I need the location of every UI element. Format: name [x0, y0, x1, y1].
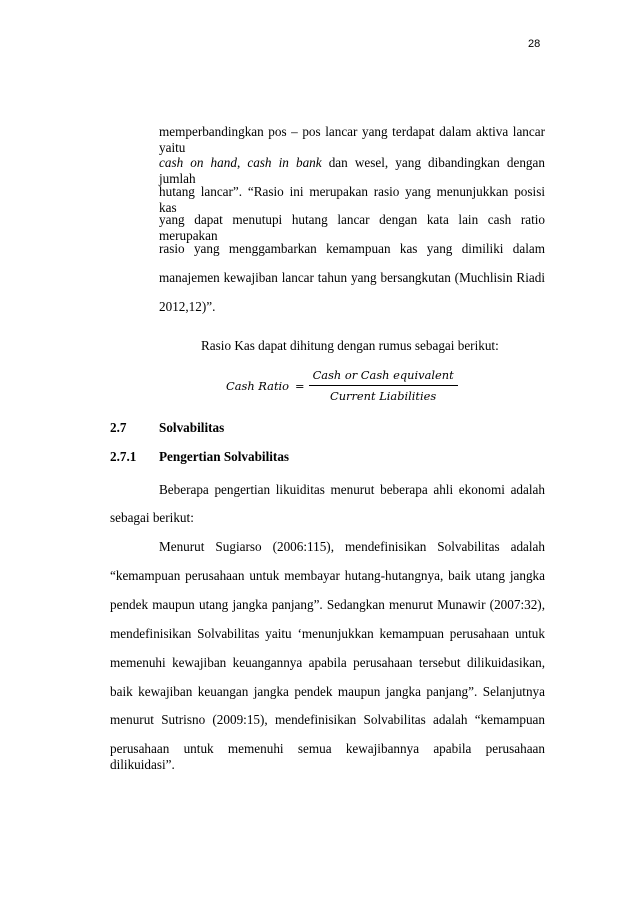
- formula-numerator: Cash or Cash equivalent: [312, 368, 454, 382]
- paragraph-line: hutang lancar”. “Rasio ini merupakan rasio yang menunjukkan posisi kas: [159, 184, 545, 215]
- paragraph-line: Menurut Sugiarso (2006:115), mendefinisikan Solvabilitas adalah: [159, 539, 545, 554]
- paragraph-line: memenuhi kewajiban keuangannya apabila perusahaan tersebut dilikuidasikan,: [110, 655, 545, 670]
- cash-ratio-formula: [226, 368, 456, 403]
- paragraph-line: yang dapat menutupi hutang lancar dengan kata lain cash ratio merupakan: [159, 212, 545, 243]
- section-title: Solvabilitas: [159, 420, 225, 435]
- formula-equals: =: [295, 378, 305, 393]
- paragraph-line: manajemen kewajiban lancar tahun yang bersangkutan (Muchlisin Riadi: [159, 270, 545, 285]
- formula-intro: Rasio Kas dapat dihitung dengan rumus sebagai berikut:: [201, 338, 499, 353]
- paragraph-line: memperbandingkan pos – pos lancar yang terdapat dalam aktiva lancar yaitu: [159, 124, 545, 155]
- page-number: 28: [528, 38, 541, 50]
- paragraph-line: pendek maupun utang jangka panjang”. Sedangkan menurut Munawir (2007:32),: [110, 597, 545, 612]
- subsection-title: Pengertian Solvabilitas: [159, 449, 290, 464]
- formula-lhs: Cash Ratio: [226, 378, 290, 393]
- paragraph-line: rasio yang menggambarkan kemampuan kas yang dimiliki dalam: [159, 241, 545, 256]
- paragraph-line: “kemampuan perusahaan untuk membayar hutang-hutangnya, baik utang jangka: [110, 568, 545, 583]
- paragraph-line: Beberapa pengertian likuiditas menurut beberapa ahli ekonomi adalah: [159, 482, 545, 497]
- subsection-number: 2.7.1: [110, 449, 137, 464]
- section-number: 2.7: [110, 420, 127, 435]
- formula-denominator: Current Liabilities: [309, 385, 458, 403]
- paragraph-line: menurut Sutrisno (2009:15), mendefinisikan Solvabilitas adalah “kemampuan: [110, 712, 545, 727]
- paragraph-line: perusahaan untuk memenuhi semua kewajibannya apabila perusahaan dilikuidasi”.: [110, 741, 545, 772]
- paragraph-line: mendefinisikan Solvabilitas yaitu ‘menunjukkan kemampuan perusahaan untuk: [110, 626, 545, 641]
- paragraph-line: sebagai berikut:: [110, 510, 194, 525]
- paragraph-line: baik kewajiban keuangan jangka pendek maupun jangka panjang”. Selanjutnya: [110, 684, 545, 699]
- formula-fraction: [311, 368, 456, 403]
- paragraph-line: 2012,12)”.: [159, 299, 216, 314]
- paragraph-line: cash on hand, cash in bank dan wesel, yang dibandingkan dengan jumlah: [159, 155, 545, 186]
